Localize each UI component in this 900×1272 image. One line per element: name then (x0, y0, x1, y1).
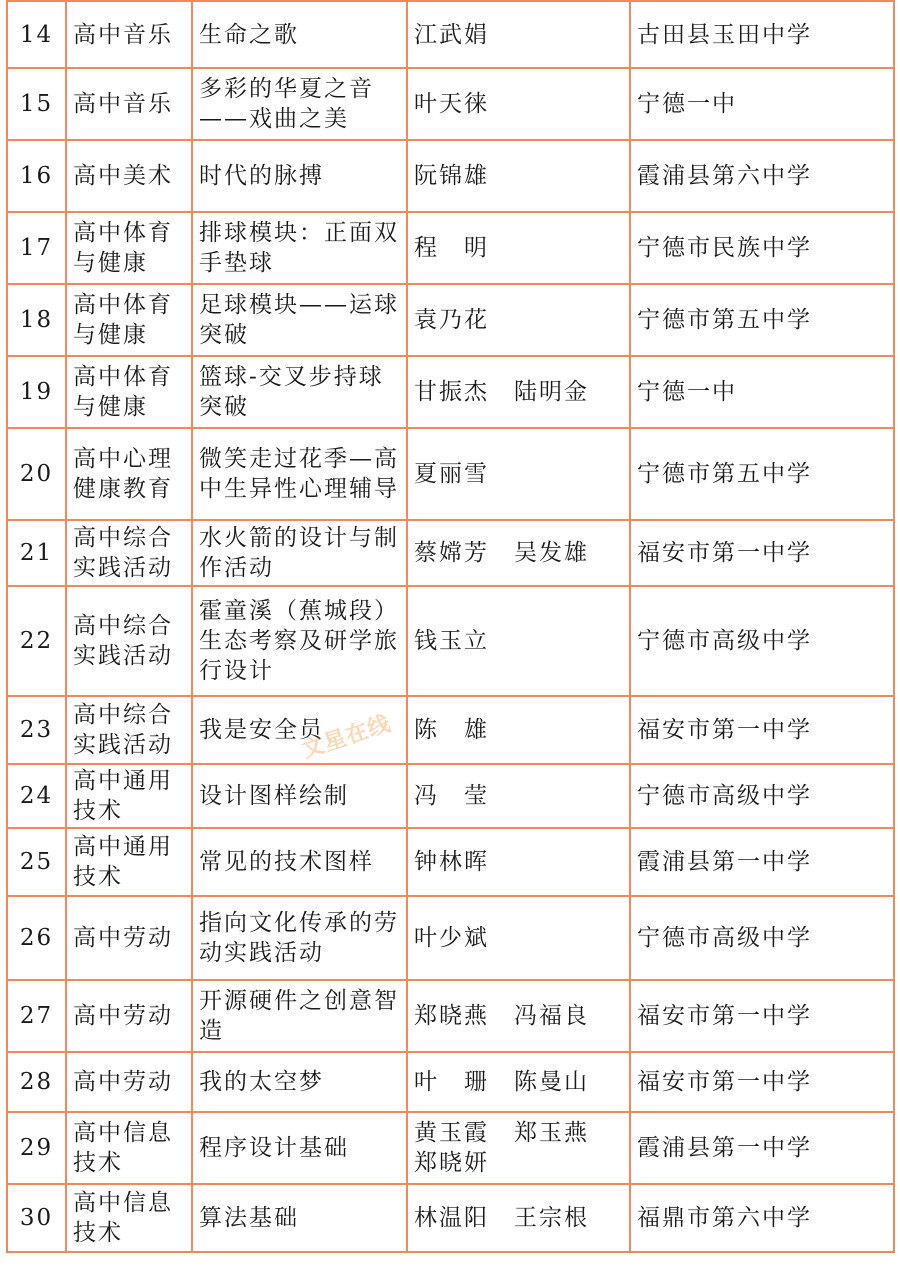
teacher-cell-line: 陈 雄 (414, 717, 489, 743)
subject-cell (66, 140, 192, 212)
lesson-title-cell (192, 1184, 407, 1252)
teacher-cell (407, 140, 630, 212)
subject-cell (66, 1112, 192, 1184)
row-number: 22 (7, 586, 66, 696)
row-number: 30 (7, 1184, 66, 1252)
subject-cell-line: 高中综合 (73, 525, 173, 551)
subject-cell-line: 高中通用 (73, 834, 173, 860)
teacher-cell-line: 林温阳 王宗根 (414, 1205, 589, 1231)
teacher-cell (407, 1052, 630, 1112)
row-number: 27 (7, 980, 66, 1052)
lesson-title-cell (192, 980, 407, 1052)
subject-cell (66, 828, 192, 896)
lesson-title-cell-line: 作活动 (199, 555, 274, 581)
teacher-cell (407, 520, 630, 586)
subject-cell-line: 高中劳动 (73, 1069, 173, 1095)
lesson-title-cell-line: 程序设计基础 (199, 1135, 349, 1161)
subject-cell (66, 586, 192, 696)
school-cell: 霞浦县第六中学 (630, 140, 894, 212)
lesson-title-cell-line: 突破 (199, 322, 249, 348)
teacher-cell-line: 袁乃花 (414, 307, 489, 333)
subject-cell-line: 高中音乐 (73, 91, 173, 117)
table-row (7, 520, 894, 586)
lesson-title-cell-line: 中生异性心理辅导 (199, 476, 399, 502)
subject-cell (66, 980, 192, 1052)
lesson-title-cell-line: 生命之歌 (199, 21, 299, 48)
lesson-title-cell-line: 手垫球 (199, 250, 274, 276)
table-body (7, 1, 894, 1252)
teacher-cell-line: 程 明 (414, 235, 489, 261)
lesson-title-cell-line: 开源硬件之创意智 (199, 988, 399, 1014)
row-number: 28 (7, 1052, 66, 1112)
lesson-title-cell-line: 突破 (199, 394, 249, 420)
lesson-title-cell-line: 足球模块——运球 (199, 292, 399, 318)
subject-cell-line: 技术 (73, 798, 123, 824)
teacher-cell-line: 钟林晖 (414, 849, 489, 875)
table-row (7, 696, 894, 764)
row-number: 25 (7, 828, 66, 896)
row-number: 15 (7, 68, 66, 140)
teacher-cell-line: 甘振杰 陆明金 (414, 379, 589, 405)
lesson-title-cell-line: 算法基础 (199, 1205, 299, 1231)
lesson-title-cell (192, 1112, 407, 1184)
teacher-cell-line: 郑晓燕 冯福良 (414, 1003, 589, 1029)
teacher-cell (407, 68, 630, 140)
subject-cell-line: 实践活动 (73, 732, 173, 758)
subject-cell (66, 356, 192, 428)
teacher-cell (407, 356, 630, 428)
subject-cell (66, 284, 192, 356)
subject-cell-line: 高中综合 (73, 702, 173, 728)
lesson-title-cell-line: 微笑走过花季—高 (199, 446, 399, 472)
subject-cell (66, 428, 192, 520)
school-cell: 福安市第一中学 (630, 980, 894, 1052)
subject-cell-line: 健康教育 (73, 476, 173, 502)
school-cell: 宁德市第五中学 (630, 428, 894, 520)
subject-cell-line: 高中心理 (73, 446, 173, 472)
school-cell: 宁德市高级中学 (630, 896, 894, 980)
subject-cell (66, 896, 192, 980)
school-cell: 宁德一中 (630, 68, 894, 140)
row-number: 16 (7, 140, 66, 212)
school-cell: 霞浦县第一中学 (630, 828, 894, 896)
table-row (7, 68, 894, 140)
subject-cell (66, 68, 192, 140)
lesson-title-cell-line: 排球模块：正面双 (199, 220, 399, 246)
subject-cell (66, 1, 192, 68)
lesson-title-cell-line: 霍童溪（蕉城段） (199, 598, 399, 624)
teacher-cell (407, 284, 630, 356)
teacher-cell-line: 钱玉立 (414, 628, 489, 654)
row-number: 23 (7, 696, 66, 764)
lesson-title-cell (192, 428, 407, 520)
row-number: 14 (7, 1, 66, 68)
teacher-cell (407, 696, 630, 764)
teacher-cell (407, 828, 630, 896)
teacher-cell-line: 叶少斌 (414, 925, 489, 951)
school-cell: 福安市第一中学 (630, 696, 894, 764)
teacher-cell-line: 江武娟 (414, 21, 489, 48)
teacher-cell-line: 叶天徕 (414, 91, 489, 117)
teacher-cell-line: 黄玉霞 郑玉燕 (414, 1120, 589, 1146)
subject-cell-line: 高中信息 (73, 1190, 173, 1216)
table-row (7, 896, 894, 980)
lesson-title-cell-line: 水火箭的设计与制 (199, 525, 399, 551)
teacher-cell (407, 1, 630, 68)
teacher-cell-line: 阮锦雄 (414, 163, 489, 189)
school-cell: 宁德市民族中学 (630, 212, 894, 284)
row-number: 24 (7, 764, 66, 828)
school-cell: 宁德市高级中学 (630, 586, 894, 696)
subject-cell-line: 与健康 (73, 250, 148, 276)
school-cell: 福安市第一中学 (630, 1052, 894, 1112)
subject-cell (66, 1184, 192, 1252)
subject-cell-line: 高中音乐 (73, 21, 173, 48)
row-number: 19 (7, 356, 66, 428)
row-number: 29 (7, 1112, 66, 1184)
lesson-title-cell-line: 时代的脉搏 (199, 163, 324, 189)
subject-cell-line: 高中体育 (73, 364, 173, 390)
table-row (7, 284, 894, 356)
subject-cell-line: 与健康 (73, 394, 148, 420)
subject-cell-line: 技术 (73, 1150, 123, 1176)
lesson-title-cell (192, 1052, 407, 1112)
lesson-title-cell (192, 520, 407, 586)
lesson-title-cell-line: 我的太空梦 (199, 1069, 324, 1095)
lesson-title-cell (192, 1, 407, 68)
subject-cell (66, 520, 192, 586)
table-row (7, 1184, 894, 1252)
row-number: 21 (7, 520, 66, 586)
table-row (7, 828, 894, 896)
table-row (7, 428, 894, 520)
teacher-cell (407, 212, 630, 284)
lesson-title-cell (192, 356, 407, 428)
award-table (6, 0, 895, 1253)
subject-cell-line: 实践活动 (73, 643, 173, 669)
subject-cell-line: 高中信息 (73, 1120, 173, 1146)
lesson-title-cell (192, 896, 407, 980)
subject-cell-line: 高中综合 (73, 613, 173, 639)
subject-cell-line: 高中美术 (73, 163, 173, 189)
teacher-cell (407, 896, 630, 980)
subject-cell (66, 764, 192, 828)
lesson-title-cell (192, 284, 407, 356)
teacher-cell-line: 郑晓妍 (414, 1150, 489, 1176)
subject-cell-line: 实践活动 (73, 555, 173, 581)
teacher-cell-line: 蔡嫦芳 吴发雄 (414, 540, 589, 566)
school-cell: 霞浦县第一中学 (630, 1112, 894, 1184)
subject-cell-line: 高中通用 (73, 768, 173, 794)
subject-cell-line: 高中体育 (73, 292, 173, 318)
table-row (7, 356, 894, 428)
lesson-title-cell-line: 生态考察及研学旅 (199, 628, 399, 654)
lesson-title-cell-line: 造 (199, 1018, 224, 1044)
table-row (7, 1112, 894, 1184)
teacher-cell (407, 428, 630, 520)
lesson-title-cell (192, 764, 407, 828)
table-row (7, 586, 894, 696)
lesson-title-cell-line: 篮球-交叉步持球 (199, 364, 384, 390)
row-number: 20 (7, 428, 66, 520)
table-row (7, 980, 894, 1052)
lesson-title-cell-line: 我是安全员 (199, 717, 324, 743)
table-row (7, 1052, 894, 1112)
subject-cell-line: 技术 (73, 1220, 123, 1246)
row-number: 26 (7, 896, 66, 980)
teacher-cell-line: 冯 莹 (414, 783, 489, 809)
lesson-title-cell (192, 696, 407, 764)
table-row (7, 1, 894, 68)
watermark: 文星在线 (299, 711, 395, 764)
teacher-cell (407, 764, 630, 828)
subject-cell (66, 1052, 192, 1112)
teacher-cell-line: 叶 珊 陈曼山 (414, 1069, 589, 1095)
lesson-title-cell (192, 212, 407, 284)
table-row (7, 212, 894, 284)
school-cell: 古田县玉田中学 (630, 1, 894, 68)
subject-cell-line: 高中体育 (73, 220, 173, 246)
table-row (7, 140, 894, 212)
teacher-cell (407, 586, 630, 696)
school-cell: 宁德市高级中学 (630, 764, 894, 828)
lesson-title-cell-line: 指向文化传承的劳 (199, 910, 399, 936)
subject-cell (66, 212, 192, 284)
lesson-title-cell (192, 828, 407, 896)
lesson-title-cell-line: 行设计 (199, 658, 274, 684)
subject-cell-line: 高中劳动 (73, 925, 173, 951)
lesson-title-cell-line: 常见的技术图样 (199, 849, 374, 875)
lesson-title-cell-line: 动实践活动 (199, 940, 324, 966)
school-cell: 福安市第一中学 (630, 520, 894, 586)
lesson-title-cell-line: 多彩的华夏之音 (199, 76, 374, 102)
lesson-title-cell-line: ——戏曲之美 (199, 106, 349, 132)
subject-cell-line: 高中劳动 (73, 1003, 173, 1029)
table-row (7, 764, 894, 828)
teacher-cell (407, 1112, 630, 1184)
row-number: 17 (7, 212, 66, 284)
school-cell: 宁德一中 (630, 356, 894, 428)
lesson-title-cell (192, 586, 407, 696)
row-number: 18 (7, 284, 66, 356)
subject-cell (66, 696, 192, 764)
school-cell: 宁德市第五中学 (630, 284, 894, 356)
teacher-cell-line: 夏丽雪 (414, 461, 489, 487)
teacher-cell (407, 1184, 630, 1252)
school-cell: 福鼎市第六中学 (630, 1184, 894, 1252)
subject-cell-line: 技术 (73, 864, 123, 890)
lesson-title-cell (192, 140, 407, 212)
lesson-title-cell (192, 68, 407, 140)
subject-cell-line: 与健康 (73, 322, 148, 348)
teacher-cell (407, 980, 630, 1052)
lesson-title-cell-line: 设计图样绘制 (199, 783, 349, 809)
